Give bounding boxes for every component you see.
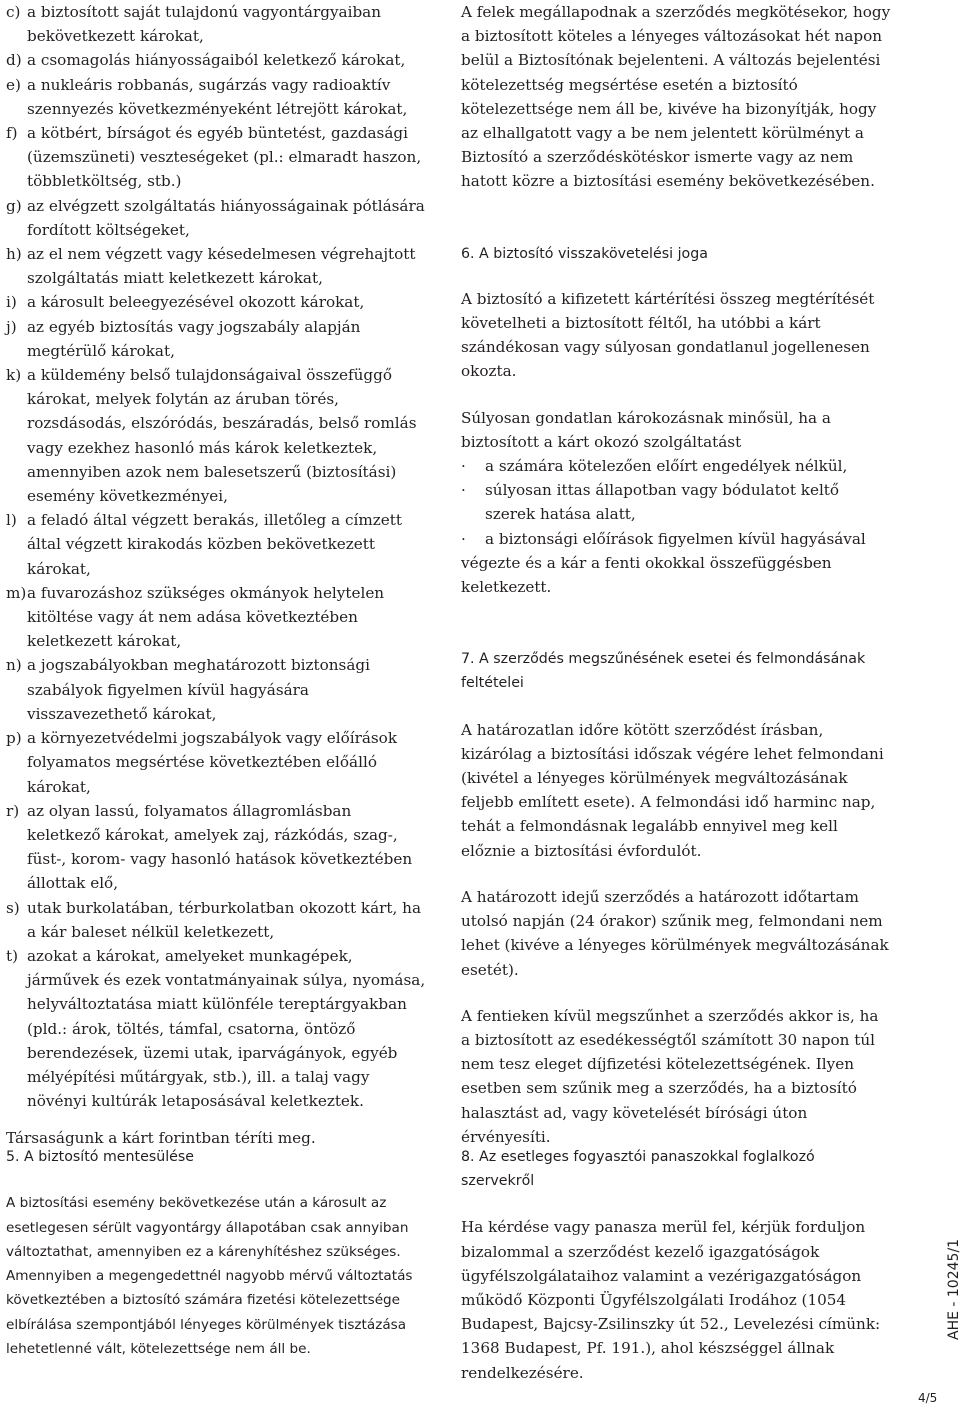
list-item (6, 121, 426, 194)
bullet-marker: · (461, 529, 466, 548)
list-marker: j) (6, 317, 17, 336)
list-item (6, 0, 426, 48)
section-6-heading: 6. A biztosító visszakövetelési joga (461, 245, 708, 262)
section-7-paragraph-3: A fentieken kívül megszűnhet a szerződés akkor is, ha a biztosított az esedékességtől számított 30 napon túl nem tesz eleget díjfizetési kötelezettségének. Ilyen esetben sem szűnik meg a szerződés, ha a biztosító halasztást ad, vagy követelését bírósági úton érvényesíti. (461, 1006, 879, 1146)
section-5-heading: 5. A biztosító mentesülése (6, 1149, 194, 1165)
section-5-paragraph: A biztosítási esemény bekövetkezése után a károsult az esetlegesen sérült vagyontárgy állapotában csak annyiban változtathat, amennyiben ez a kárenyhítéshez szükséges. Amennyiben a megengedettnél nagyobb mérvű változtatás következtében a biztosító számára fizetési kötelezettsége elbírálása szempontjából lényeges körülmények tisztázása lehetetlenné vált, kötelezettsége nem áll be. (6, 1195, 413, 1357)
bullet-text: súlyosan ittas állapotban vagy bódulatot keltő szerek hatása alatt, (485, 481, 840, 524)
list-marker: h) (6, 245, 22, 264)
section-7-paragraph-1: A határozatlan időre kötött szerződést írásban, kizárólag a biztosítási időszak végére lehet felmondani (kivétel a lényeges körülmények megváltozásának feljebb említett esete). A felmondási idő harminc nap, tehát a felmondásnak legalább ennyivel meg kell előznie a biztosítási évfordulót. (461, 720, 884, 860)
change-notification-text: A felek megállapodnak a szerződés megkötésekor, hogy a biztosított köteles a lényeges változásokat hét napon belül a Biztosítónak bejelenteni. A változás bejelentési kötelezettség megsértése esetén a biztosító kötelezettsége nem áll be, kivéve ha bizonyítják, hogy az elhallgatott vagy a be nem jelentett körülményt a Biztosító a szerződéskötéskor ismerte vagy az nem hatott közre a biztosítási esemény bekövetkezésében. (461, 3, 891, 191)
list-marker: g) (6, 196, 22, 215)
list-item (6, 194, 426, 242)
section-7-paragraph-2: A határozott idejű szerződés a határozott időtartam utolsó napján (24 órakor) szűnik meg, felmondani nem lehet (kivéve a lényeges körülmények megváltozásának esetét). (461, 887, 889, 979)
left-column (6, 0, 426, 1151)
list-item (6, 242, 426, 290)
list-marker: d) (6, 51, 22, 70)
list-item (6, 896, 426, 944)
list-marker: f) (6, 124, 18, 143)
exclusion-list (6, 0, 426, 1113)
list-marker: c) (6, 3, 21, 21)
list-text: az elvégzett szolgáltatás hiányosságainak pótlására fordított költségeket, (27, 196, 425, 239)
list-text: a fuvarozáshoz szükséges okmányok helytelen kitöltése vagy át nem adása következtében keletkezett károkat, (27, 583, 385, 651)
list-item (6, 48, 426, 72)
section-6-paragraph-3: végezte és a kár a fenti okokkal összefüggésben keletkezett. (461, 553, 832, 597)
document-code: AHE - 10245/1 (946, 1238, 962, 1340)
left-closing-text: Társaságunk a kárt forintban téríti meg. (6, 1129, 316, 1148)
list-item (6, 290, 426, 314)
list-text: a kötbért, bírságot és egyéb büntetést, gazdasági (üzemszüneti) veszteségeket (pl.: elmaradt haszon, többletköltség, stb.) (27, 124, 422, 191)
section-5 (6, 1145, 426, 1361)
list-text: az el nem végzett vagy késedelmesen végrehajtott szolgáltatás miatt keletkezett károkat, (27, 245, 416, 288)
page-number: 4/5 (918, 1391, 938, 1405)
list-marker: t) (6, 946, 19, 965)
bullet-marker: · (461, 481, 466, 500)
section-6-paragraph-1: A biztosító a kifizetett kártérítési összeg megtérítését követelheti a biztosított féltől, ha utóbbi a kárt szándékosan vagy súlyosan gondatlanul jogellenesen okozta. (461, 289, 875, 381)
list-text: a károsult beleegyezésével okozott károkat, (27, 293, 365, 312)
list-text: az egyéb biztosítás vagy jogszabály alapján megtérülő károkat, (27, 317, 361, 360)
list-text: a környezetvédelmi jogszabályok vagy előírások folyamatos megsértése következtében előálló károkat, (27, 729, 398, 796)
list-marker: k) (6, 366, 22, 385)
list-item (6, 73, 426, 121)
list-marker: m) (6, 583, 27, 602)
list-item (461, 478, 891, 526)
list-text: a jogszabályokban meghatározott biztonsági szabályok figyelmen kívül hagyására visszavezethető károkat, (27, 656, 370, 723)
list-marker: n) (6, 656, 22, 675)
list-text: azokat a károkat, amelyeket munkagépek, járművek és ezek vontatmányainak súlya, nyomása, helyváltoztatása miatt különféle tereptárgyakban (pld.: árok, töltés, támfal, csatorna, öntöző berendezések, üzemi utak, iparvágányok, egyéb mélyépítési műtárgyak, stb.), ill. a talaj vagy növényi kultúrák letaposásával keletkeztek. (27, 946, 426, 1111)
right-column (461, 0, 891, 1149)
bullet-text: a biztonsági előírások figyelmen kívül hagyásával (485, 529, 866, 548)
list-marker: s) (6, 898, 20, 917)
list-marker: e) (6, 75, 21, 94)
list-item (461, 527, 891, 551)
bullet-text: a számára kötelezően előírt engedélyek nélkül, (485, 457, 848, 476)
list-text: a nukleáris robbanás, sugárzás vagy radioaktív szennyezés következményeként létrejött károkat, (27, 75, 408, 118)
list-item (6, 363, 426, 508)
list-item (6, 653, 426, 726)
bullet-marker: · (461, 457, 466, 476)
list-text: a küldemény belső tulajdonságaival összefüggő károkat, melyek folytán az áruban törés, rozsdásodás, elszóródás, beszáradás, belső romlás vagy ezekhez hasonló más károk keletkeztek, amennyiben azok nem balesetszerű (biztosítási) esemény következményei, (27, 366, 417, 506)
list-marker: p) (6, 729, 22, 748)
list-item (6, 581, 426, 654)
section-8-paragraph: Ha kérdése vagy panasza merül fel, kérjük forduljon bizalommal a szerződést kezelő igazgatóságok ügyfélszolgálataihoz valamint a vezérigazgatóságon működő Központi Ügyfélszolgálati Irodához (1054 Budapest, Bajcsy-Zsilinszky út 52., Levelezési címünk: 1368 Budapest, Pf. 191.), ahol készséggel állnak rendelkezésére. (461, 1218, 881, 1382)
list-item (6, 726, 426, 799)
list-item (6, 315, 426, 363)
list-item (6, 799, 426, 896)
section-6-bullets (461, 454, 891, 551)
list-item (6, 944, 426, 1113)
list-marker: i) (6, 293, 17, 312)
list-text: az olyan lassú, folyamatos állagromlásban keletkező károkat, amelyek zaj, rázkódás, szag-, füst-, korom- vagy hasonló hatások következtében állottak elő, (27, 801, 413, 893)
list-marker: l) (6, 511, 17, 530)
list-item (6, 508, 426, 581)
list-text: a csomagolás hiányosságaiból keletkező károkat, (27, 51, 406, 70)
list-text: utak burkolatában, térburkolatban okozott kárt, ha a kár baleset nélkül keletkezett, (27, 898, 422, 941)
list-marker: r) (6, 801, 20, 820)
section-8-heading: 8. Az esetleges fogyasztói panaszokkal foglalkozó szervekről (461, 1149, 815, 1190)
section-6-paragraph-2: Súlyosan gondatlan károkozásnak minősül, ha a biztosított a kárt okozó szolgáltatást (461, 408, 831, 451)
list-item (461, 454, 891, 478)
section-8 (461, 1145, 881, 1385)
list-text: a biztosított saját tulajdonú vagyontárgyaiban bekövetkezett károkat, (27, 3, 381, 46)
section-7-heading: 7. A szerződés megszűnésének esetei és felmondásának feltételei (461, 651, 866, 692)
list-text: a feladó által végzett berakás, illetőleg a címzett által végzett kirakodás közben bekövetkezett károkat, (27, 511, 402, 578)
